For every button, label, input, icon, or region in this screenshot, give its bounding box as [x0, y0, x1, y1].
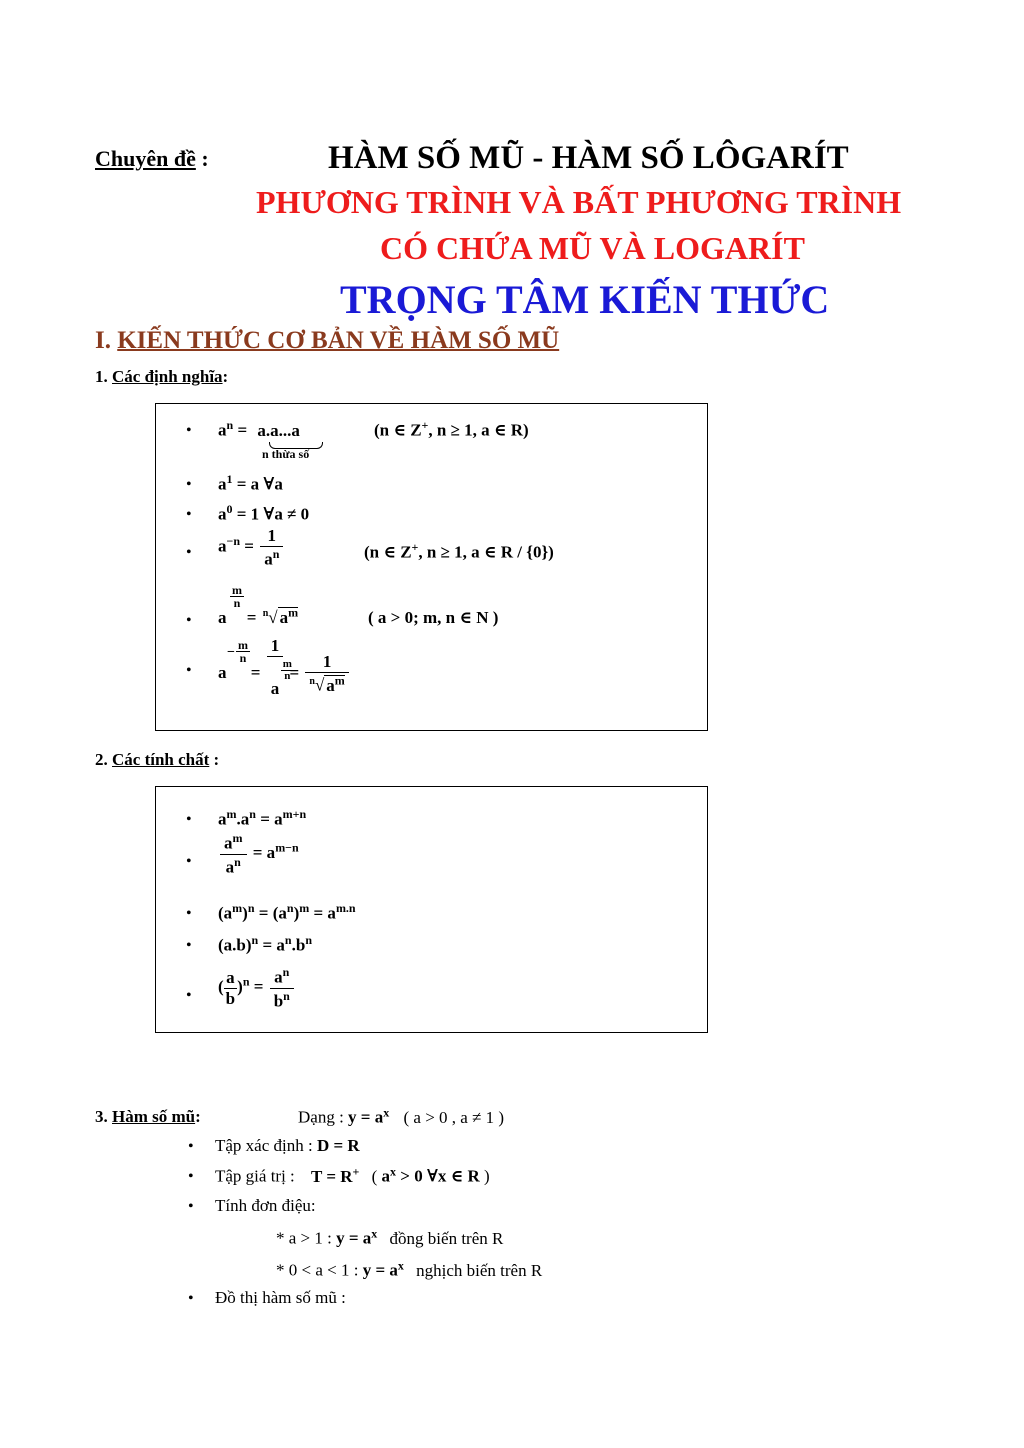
- subheading-properties: [95, 750, 219, 770]
- p-part: (a: [218, 903, 233, 923]
- def-base: a: [218, 608, 227, 627]
- cond-text: (n ∈ Z: [374, 420, 422, 440]
- fraction-den: b: [225, 988, 236, 1008]
- prop-power-of-power: [218, 901, 356, 924]
- range-value: T = R: [311, 1166, 353, 1186]
- bullet: •: [186, 612, 192, 629]
- fraction-num: 1: [305, 652, 348, 673]
- fraction-num: [220, 831, 247, 855]
- radical-sign: √: [314, 675, 325, 695]
- p-sup: n: [247, 901, 255, 915]
- radicand-base: a: [326, 675, 335, 695]
- prop-product: [218, 807, 306, 830]
- root-index: n: [309, 676, 315, 688]
- subheading-definitions: [95, 367, 228, 387]
- exp-increasing: [276, 1226, 503, 1249]
- den-base: b: [273, 991, 284, 1011]
- prop-product-power: [218, 933, 312, 956]
- fraction: [260, 526, 283, 570]
- root-index: n: [262, 608, 269, 620]
- p-part: ): [293, 903, 300, 923]
- p-sup: m.n: [335, 901, 356, 915]
- bullet: •: [186, 662, 192, 679]
- exp-range: [215, 1164, 490, 1187]
- den-exp: n: [283, 988, 290, 1003]
- radicand: [324, 675, 345, 695]
- exp-den: n: [284, 670, 291, 682]
- base-with-frac-exp: [218, 583, 242, 628]
- bullet: •: [186, 811, 192, 828]
- title-equations-2: CÓ CHỨA MŨ VÀ LOGARÍT: [380, 230, 805, 266]
- section-heading-1: [95, 327, 559, 355]
- radicand: [278, 607, 299, 627]
- bullet: •: [186, 544, 192, 561]
- def-exp: 0: [226, 502, 233, 516]
- definitions-box: [155, 403, 708, 731]
- p-eq: =: [249, 977, 264, 997]
- p-paren: ): [237, 977, 243, 997]
- def-negative-power: [218, 526, 285, 570]
- subheading-number: 1.: [95, 367, 108, 386]
- p-part: .b: [291, 935, 306, 955]
- mono-y: y = a: [362, 1260, 398, 1280]
- bullet: •: [188, 1198, 194, 1215]
- p-sup: m: [299, 901, 310, 915]
- section-title: KIẾN THỨC CƠ BẢN VỀ HÀM SỐ MŨ: [117, 327, 560, 354]
- p-dot: .a: [236, 809, 250, 829]
- def-eq: =: [246, 608, 257, 627]
- exp-graph-label: Đồ thị hàm số mũ :: [215, 1288, 346, 1307]
- exp-den: n: [239, 651, 247, 665]
- radicand-base: a: [279, 608, 289, 627]
- p-n: n: [249, 807, 256, 821]
- title-main: HÀM SỐ MŨ - HÀM SỐ LÔGARÍT: [328, 140, 849, 176]
- p-sup: n: [251, 933, 259, 947]
- form-label: Dạng :: [298, 1107, 349, 1127]
- p-exp: m−n: [275, 840, 299, 855]
- fraction-num: 1: [267, 636, 284, 657]
- mono-text: nghịch biến trên R: [416, 1260, 543, 1280]
- range-cond-x: x: [390, 1164, 397, 1178]
- prop-quotient-power: [218, 965, 296, 1011]
- def-eq: =: [240, 536, 254, 556]
- form-cond: ( a > 0 , a ≠ 1 ): [403, 1107, 505, 1127]
- fraction-den: [260, 547, 283, 570]
- fraction-2: [305, 652, 348, 696]
- radicand-exp: m: [334, 673, 345, 688]
- def-exp: 1: [226, 472, 233, 486]
- p-part: = a: [258, 935, 285, 955]
- range-sup: +: [352, 1164, 360, 1178]
- subheading-title: Các định nghĩa: [112, 367, 223, 386]
- exp-num: m: [232, 583, 242, 597]
- domain-label: Tập xác định :: [215, 1136, 317, 1155]
- def-rational-power: [218, 584, 298, 628]
- subheading-title: Các tính chất: [112, 750, 210, 769]
- def-condition-1: [374, 418, 529, 441]
- p-eq: = a: [255, 809, 283, 829]
- subheading-title: Hàm số mũ: [112, 1107, 196, 1126]
- def-eq: =: [237, 420, 248, 440]
- den-base: a: [225, 857, 235, 877]
- def-rest: = 1 ∀a ≠ 0: [232, 504, 310, 524]
- fraction-num: [270, 965, 294, 989]
- den-base: a: [270, 679, 280, 698]
- den-base: a: [264, 549, 273, 569]
- exp-domain: [215, 1136, 360, 1156]
- num-exp: n: [282, 965, 290, 979]
- radical-sign: √: [268, 608, 278, 627]
- exp-monotonic-label: Tính đơn điệu:: [215, 1196, 316, 1215]
- fraction-den: [270, 989, 294, 1012]
- bullet: •: [186, 476, 192, 493]
- exp-den: n: [233, 596, 241, 610]
- fraction: [267, 636, 292, 699]
- def-power-n: [218, 418, 300, 441]
- bullet: •: [188, 1138, 194, 1155]
- bullet: •: [186, 506, 192, 523]
- form-exp: x: [383, 1105, 390, 1119]
- def-negative-rational-power: [218, 636, 351, 699]
- mono-y: y = a: [336, 1228, 372, 1248]
- range-cond-rest: > 0 ∀x ∈ R: [396, 1166, 480, 1186]
- num-exp: m: [232, 831, 243, 845]
- cond-text: (n ∈ Z: [364, 542, 412, 562]
- p-part: ): [242, 903, 248, 923]
- den-exp: n: [234, 854, 241, 869]
- exp-num: m: [282, 658, 292, 670]
- def-rest: = a ∀a: [232, 474, 283, 494]
- exp-form: [298, 1105, 504, 1128]
- cond-rest: , n ≥ 1, a ∈ R): [428, 420, 529, 440]
- bullet: •: [186, 937, 192, 954]
- fraction-2: [270, 965, 294, 1011]
- fraction-den: [305, 673, 348, 696]
- def-power-1: [218, 472, 283, 495]
- num-base: a: [274, 967, 283, 987]
- p-part: (a.b): [218, 935, 252, 955]
- p-part: = (a: [254, 903, 287, 923]
- mono-cond: * 0 < a < 1 :: [276, 1260, 363, 1280]
- def-base: a: [218, 504, 227, 524]
- cond-sup: +: [411, 540, 419, 554]
- p-m: m: [226, 807, 237, 821]
- def-condition-4: [364, 540, 554, 563]
- mono-x: x: [371, 1226, 378, 1240]
- domain-value: D = R: [316, 1136, 360, 1155]
- subheading-colon: :: [209, 750, 220, 769]
- def-exp: n: [226, 418, 234, 432]
- mono-cond: * a > 1 :: [276, 1228, 337, 1248]
- cond-rest: , n ≥ 1, a ∈ R / {0}): [418, 542, 554, 562]
- den-frac-exp: [281, 659, 294, 682]
- bullet: •: [186, 853, 192, 870]
- p-sup: m: [232, 901, 243, 915]
- p-sup: n: [286, 901, 294, 915]
- p-a: a: [218, 809, 227, 829]
- cond-sup: +: [421, 418, 429, 432]
- p-sup: n: [305, 933, 312, 947]
- exp-decreasing: [276, 1258, 542, 1281]
- fraction-den: [220, 855, 247, 878]
- exp-num: m: [238, 638, 248, 652]
- topic-label: [95, 146, 209, 172]
- mono-text: đồng biến trên R: [389, 1228, 504, 1248]
- title-key-knowledge: TRỌNG TÂM KIẾN THỨC: [340, 277, 830, 322]
- fraction: [224, 968, 237, 1009]
- def-base: a: [218, 420, 227, 440]
- fraction-den: [267, 657, 292, 699]
- topic-label-text: Chuyên đề: [95, 146, 196, 171]
- mono-x: x: [397, 1258, 404, 1272]
- def-condition-5: ( a > 0; m, n ∈ N ): [368, 608, 499, 627]
- title-equations: PHƯƠNG TRÌNH VÀ BẤT PHƯƠNG TRÌNH: [256, 184, 902, 220]
- topic-label-colon: :: [201, 146, 209, 171]
- frac-exp: [236, 639, 250, 664]
- num-base: a: [224, 833, 233, 853]
- p-sup: n: [242, 974, 250, 989]
- fraction-num: 1: [260, 526, 283, 547]
- subheading-colon: :: [222, 367, 229, 386]
- base-with-neg-frac-exp: [218, 638, 248, 683]
- range-paren: ): [479, 1166, 490, 1186]
- def-power-0: [218, 502, 309, 525]
- bullet: •: [186, 987, 192, 1004]
- range-paren: (: [371, 1166, 382, 1186]
- bullet: •: [186, 905, 192, 922]
- p-eq: = a: [248, 843, 276, 863]
- subheading-number: 3.: [95, 1107, 108, 1126]
- def-exp: −n: [226, 534, 241, 549]
- bullet: •: [186, 422, 192, 439]
- underbrace-note: n thừa số: [262, 447, 310, 461]
- def-base: a: [218, 663, 227, 682]
- p-part: = a: [309, 903, 336, 923]
- fraction-num: a: [224, 968, 237, 989]
- exp-minus: −: [227, 645, 235, 660]
- prop-quotient: [218, 831, 299, 877]
- p-sup: n: [284, 933, 292, 947]
- range-cond-a: a: [381, 1166, 391, 1186]
- range-label: Tập giá trị :: [215, 1166, 300, 1186]
- def-eq: =: [250, 663, 261, 682]
- def-base: a: [218, 474, 227, 494]
- p-mn: m+n: [282, 807, 307, 821]
- fraction: [220, 831, 247, 877]
- radicand-exp: m: [288, 605, 299, 620]
- properties-box: [155, 786, 708, 1033]
- subheading-exp-function: [95, 1107, 201, 1127]
- form-y: y = a: [348, 1107, 384, 1127]
- def-base: a: [218, 536, 227, 556]
- bullet: •: [188, 1290, 194, 1307]
- den-exp: n: [272, 547, 280, 561]
- section-roman: I.: [95, 327, 111, 354]
- subheading-number: 2.: [95, 750, 108, 769]
- def-eq2: =: [289, 663, 300, 682]
- def-product: a.a...a: [257, 420, 300, 440]
- subheading-colon: :: [195, 1107, 201, 1126]
- frac-exp: [230, 584, 244, 609]
- bullet: •: [188, 1168, 194, 1185]
- p-paren: (: [218, 977, 224, 997]
